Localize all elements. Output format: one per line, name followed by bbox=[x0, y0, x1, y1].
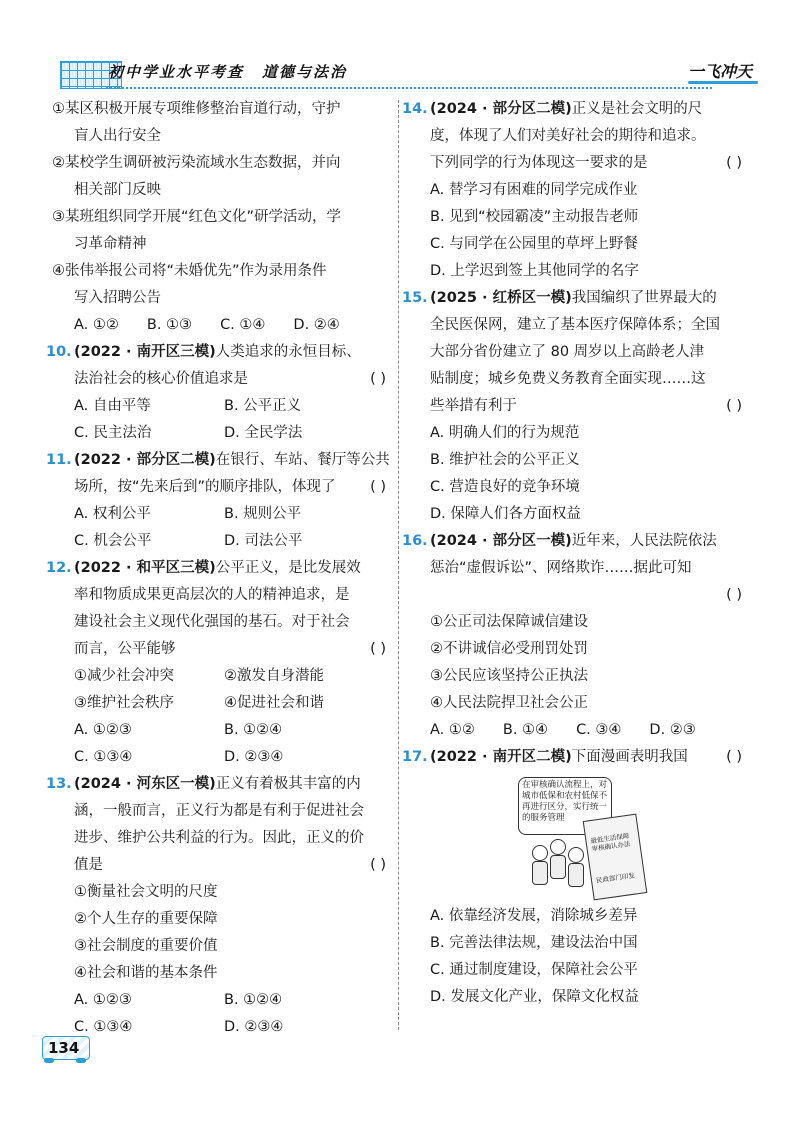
option-b[interactable]: B. ①④ bbox=[502, 722, 549, 738]
option-b[interactable]: B. ①③ bbox=[146, 317, 193, 333]
question-source: (2022 · 南开区二模) bbox=[430, 749, 572, 765]
option-d[interactable]: D. 上学迟到签上其他同学的名字 bbox=[430, 263, 639, 279]
option-d[interactable]: D. 保障人们各方面权益 bbox=[430, 506, 581, 522]
question-stem: 下面漫画表明我国 bbox=[571, 749, 688, 765]
q12-items-row bbox=[52, 663, 392, 690]
option-a[interactable]: A. 替学习有困难的同学完成作业 bbox=[430, 182, 638, 198]
q9-item-line: ③某班组织同学开展“红色文化”研学活动，学 bbox=[52, 209, 342, 225]
header-dotted-rule bbox=[106, 87, 712, 89]
page-number-badge bbox=[42, 1034, 92, 1064]
question-source: (2024 · 部分区一模) bbox=[430, 533, 572, 549]
question-16 bbox=[402, 528, 748, 555]
q11-options-row bbox=[52, 501, 392, 528]
answer-blank[interactable]: ( ) bbox=[726, 587, 742, 603]
option-a[interactable]: A. ①② bbox=[74, 317, 119, 333]
question-source: (2022 · 南开区三模) bbox=[74, 344, 216, 360]
q9-options bbox=[52, 312, 392, 339]
q17-cartoon bbox=[518, 777, 638, 903]
option-c[interactable]: C. 通过制度建设，保障社会公平 bbox=[430, 962, 638, 978]
stem-text: 些举措有利于 bbox=[430, 398, 517, 414]
question-stem-line bbox=[408, 393, 748, 420]
option-c[interactable]: C. ③④ bbox=[576, 722, 622, 738]
question-stem-line: 进步、维护公共利益的行为。因此，正义的价 bbox=[74, 830, 364, 846]
q9-item-line: 写入招聘公告 bbox=[74, 290, 161, 306]
option-b[interactable]: B. ①②④ bbox=[224, 722, 283, 738]
question-stem-line: 全民医保网，建立了基本医疗保障体系；全国 bbox=[430, 317, 720, 333]
question-number: 13. bbox=[46, 776, 72, 792]
option-d[interactable]: D. ②④ bbox=[293, 317, 340, 333]
option-a[interactable]: A. 权利公平 bbox=[74, 506, 151, 522]
question-stem-line bbox=[52, 366, 392, 393]
q12-items-row bbox=[52, 690, 392, 717]
option-a[interactable]: A. 自由平等 bbox=[74, 398, 151, 414]
q9-item-line: ①某区积极开展专项维修整治盲道行动，守护 bbox=[52, 101, 341, 117]
question-stem: 正义有着极其丰富的内 bbox=[215, 776, 361, 792]
question-13 bbox=[46, 771, 392, 798]
question-source: (2022 · 和平区三模) bbox=[74, 560, 216, 576]
q10-options-row bbox=[52, 420, 392, 447]
option-d[interactable]: D. 司法公平 bbox=[224, 533, 303, 549]
stem-text: 值是 bbox=[74, 857, 103, 873]
q10-options-row bbox=[52, 393, 392, 420]
q13-options-row bbox=[52, 1014, 392, 1041]
stem-text: 场所，按“先来后到”的顺序排队，体现了 bbox=[74, 479, 336, 495]
statement-item: ②个人生存的重要保障 bbox=[74, 911, 218, 927]
question-number: 17. bbox=[402, 749, 428, 765]
question-number: 11. bbox=[46, 452, 72, 468]
statement-item: ④社会和谐的基本条件 bbox=[74, 965, 218, 981]
left-column bbox=[46, 96, 392, 1041]
stem-text: 下列同学的行为体现这一要求的是 bbox=[430, 155, 648, 171]
question-stem-line bbox=[52, 852, 392, 879]
header-title bbox=[108, 61, 347, 82]
option-b[interactable]: B. 见到“校园霸凌”主动报告老师 bbox=[430, 209, 639, 225]
option-b[interactable]: B. 公平正义 bbox=[224, 398, 302, 414]
option-c[interactable]: C. ①④ bbox=[220, 317, 266, 333]
stem-text: 而言，公平能够 bbox=[74, 641, 176, 657]
answer-blank[interactable]: ( ) bbox=[370, 857, 386, 873]
option-b[interactable]: B. 完善法律法规，建设法治中国 bbox=[430, 935, 638, 951]
question-14 bbox=[402, 96, 748, 123]
question-stem-line bbox=[52, 636, 392, 663]
question-number: 10. bbox=[46, 344, 72, 360]
option-d[interactable]: D. 发展文化产业，保障文化权益 bbox=[430, 989, 639, 1005]
question-stem: 在银行、车站、餐厅等公共 bbox=[215, 452, 390, 468]
question-stem-line bbox=[408, 582, 748, 609]
q13-options-row bbox=[52, 987, 392, 1014]
question-number: 15. bbox=[402, 290, 428, 306]
question-stem: 公平正义，是比发展效 bbox=[215, 560, 361, 576]
option-c[interactable]: C. 机会公平 bbox=[74, 533, 152, 549]
answer-blank[interactable]: ( ) bbox=[726, 749, 742, 765]
answer-blank[interactable]: ( ) bbox=[370, 479, 386, 495]
q12-options-row bbox=[52, 744, 392, 771]
option-a[interactable]: A. ①② bbox=[430, 722, 475, 738]
header-subject: 道德与法治 bbox=[262, 63, 348, 81]
cartoon-people-illustration bbox=[530, 839, 592, 899]
question-number: 16. bbox=[402, 533, 428, 549]
answer-blank[interactable]: ( ) bbox=[726, 398, 742, 414]
column-divider bbox=[398, 100, 399, 1030]
question-source: (2024 · 部分区二模) bbox=[430, 101, 572, 117]
question-number: 12. bbox=[46, 560, 72, 576]
question-11 bbox=[46, 447, 392, 474]
option-c[interactable]: C. 民主法治 bbox=[74, 425, 152, 441]
question-17 bbox=[402, 744, 748, 771]
q9-item-line: ②某校学生调研被污染流域水生态数据，并向 bbox=[52, 155, 341, 171]
q12-options-row bbox=[52, 717, 392, 744]
cartoon-book-title: 最低生活保障审核确认办法 bbox=[590, 831, 631, 854]
page-badge-foot bbox=[44, 1058, 54, 1063]
option-c[interactable]: C. ①③④ bbox=[74, 1019, 133, 1035]
q16-options bbox=[408, 717, 748, 744]
answer-blank[interactable]: ( ) bbox=[726, 155, 742, 171]
statement-item: ④人民法院捍卫社会公正 bbox=[430, 695, 588, 711]
statement-item: ③维护社会秩序 bbox=[74, 695, 174, 711]
option-a[interactable]: A. ①②③ bbox=[74, 992, 132, 1008]
question-stem-line bbox=[408, 150, 748, 177]
option-b[interactable]: B. 规则公平 bbox=[224, 506, 302, 522]
option-c[interactable]: C. 与同学在公园里的草坪上野餐 bbox=[430, 236, 638, 252]
question-stem-line: 大部分省份建立了 80 周岁以上高龄老人津 bbox=[430, 344, 705, 360]
answer-blank[interactable]: ( ) bbox=[370, 371, 386, 387]
header-brand-logo bbox=[688, 59, 752, 82]
question-stem: 我国编织了世界最大的 bbox=[571, 290, 717, 306]
question-stem-line: 涵，一般而言，正义行为都是有利于促进社会 bbox=[74, 803, 364, 819]
question-source: (2025 · 红桥区一模) bbox=[430, 290, 572, 306]
stem-text: 法治社会的核心价值追求是 bbox=[74, 371, 248, 387]
option-b[interactable]: B. 维护社会的公平正义 bbox=[430, 452, 580, 468]
option-d[interactable]: D. ②③④ bbox=[224, 1019, 284, 1035]
q9-item-line: 相关部门反映 bbox=[74, 182, 161, 198]
statement-item: ①公正司法保障诚信建设 bbox=[430, 614, 588, 630]
question-15 bbox=[402, 285, 748, 312]
header-series: 初中学业水平考查 bbox=[108, 63, 245, 81]
question-stem: 近年来，人民法院依法 bbox=[571, 533, 717, 549]
option-d[interactable]: D. ②③ bbox=[649, 722, 696, 738]
question-stem: 人类追求的永恒目标、 bbox=[215, 344, 361, 360]
question-stem-line: 率和物质成果更高层次的人的精神追求，是 bbox=[74, 587, 350, 603]
option-d[interactable]: D. ②③④ bbox=[224, 749, 284, 765]
q9-item-line: ④张伟举报公司将“未婚优先”作为录用条件 bbox=[52, 263, 327, 279]
option-a[interactable]: A. 依靠经济发展，消除城乡差异 bbox=[430, 908, 638, 924]
statement-item: ①减少社会冲突 bbox=[74, 668, 174, 684]
page-number: 134 bbox=[48, 1039, 80, 1057]
question-source: (2024 · 河东区一模) bbox=[74, 776, 216, 792]
q11-options-row bbox=[52, 528, 392, 555]
q9-item-line: 习革命精神 bbox=[74, 236, 147, 252]
question-stem-line: 建设社会主义现代化强国的基石。对于社会 bbox=[74, 614, 350, 630]
option-d[interactable]: D. 全民学法 bbox=[224, 425, 303, 441]
question-12 bbox=[46, 555, 392, 582]
option-c[interactable]: C. ①③④ bbox=[74, 749, 133, 765]
statement-item: ②激发自身潜能 bbox=[224, 668, 324, 684]
page-badge-foot bbox=[76, 1058, 86, 1063]
cartoon-book-publisher: 民政部门印发 bbox=[595, 871, 636, 885]
cartoon-regulation-book bbox=[583, 814, 648, 901]
statement-item: ②不讲诚信必受刑罚处罚 bbox=[430, 641, 588, 657]
question-10 bbox=[46, 339, 392, 366]
option-a[interactable]: A. ①②③ bbox=[74, 722, 132, 738]
answer-blank[interactable]: ( ) bbox=[370, 641, 386, 657]
question-number: 14. bbox=[402, 101, 428, 117]
option-a[interactable]: A. 明确人们的行为规范 bbox=[430, 425, 580, 441]
question-source: (2022 · 部分区二模) bbox=[74, 452, 216, 468]
page-header bbox=[40, 55, 762, 95]
option-c[interactable]: C. 营造良好的竞争环境 bbox=[430, 479, 580, 495]
brand-text: 一飞冲天 bbox=[687, 62, 752, 81]
statement-item: ③公民应该坚持公正执法 bbox=[430, 668, 588, 684]
brand-swoosh bbox=[688, 81, 758, 84]
option-b[interactable]: B. ①②④ bbox=[224, 992, 283, 1008]
question-stem-line: 度，体现了人们对美好社会的期待和追求。 bbox=[430, 128, 706, 144]
q9-item-line: 盲人出行安全 bbox=[74, 128, 161, 144]
right-column bbox=[402, 96, 748, 1011]
statement-item: ①衡量社会文明的尺度 bbox=[74, 884, 218, 900]
question-stem-line: 惩治“虚假诉讼”、网络欺诈……据此可知 bbox=[430, 560, 692, 576]
statement-item: ③社会制度的重要价值 bbox=[74, 938, 218, 954]
cartoon-speech-bubble: 在审核确认流程上，对城市低保和农村低保不再进行区分，实行统一的服务管理 bbox=[518, 777, 612, 835]
question-stem-line: 贴制度；城乡免费义务教育全面实现……这 bbox=[430, 371, 706, 387]
question-stem-line bbox=[52, 474, 392, 501]
question-stem: 正义是社会文明的尺 bbox=[571, 101, 703, 117]
statement-item: ④促进社会和谐 bbox=[224, 695, 324, 711]
